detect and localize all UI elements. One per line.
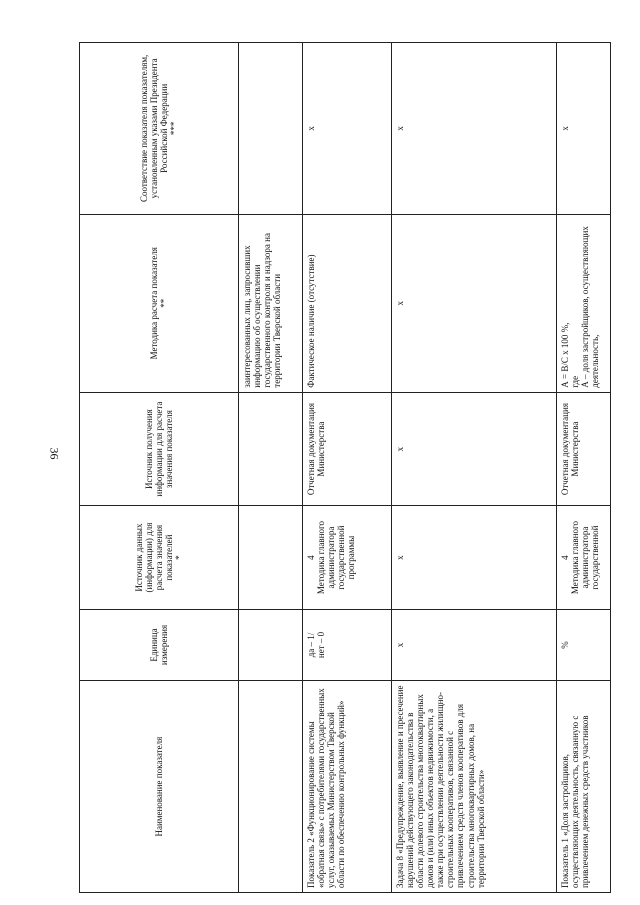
rotated-table-container — [79, 42, 601, 893]
cell-data-source — [557, 506, 611, 609]
cell-name: Задача 8 «Предупреждение, выявление и пресечение нарушений действующего законодательства в области долевого строительства многоквартирных домов и (или) иных объектов недвижимости, а также при осуществлении деятельности жилищно-строительных кооперативов, связанной с привлечением средств членов кооперативов для строительства многоквартирных домов, на территории Тверской области» — [392, 681, 557, 893]
cell-method: заинтересованных лиц, запросивших информацию об осуществлении государственного контроля и надзора на территории Тверской области — [239, 214, 303, 392]
indicators-table — [79, 42, 611, 893]
header-unit: Единица измерения — [80, 609, 239, 681]
table-row-indicator-1 — [557, 43, 611, 893]
cell-method: Фактическое наличие (отсутствие) — [303, 214, 392, 392]
formula-line: А = В/С х 100 %, — [560, 322, 570, 388]
header-method: Методика расчета показателя ** — [80, 214, 239, 392]
cell-info-source — [239, 392, 303, 506]
cell-name: Показатель 2 «Функционирование системы «обратная связь» с потребителями государственных услуг, оказываемых Министерством Тверской области по обеспечению контрольных функций» — [303, 681, 392, 893]
cell-data-source — [239, 506, 303, 609]
cell-info-source: Отчетная документация Министерства — [557, 392, 611, 506]
cell-data-source: х — [392, 506, 557, 609]
cell-info-source: Отчетная документация Министерства — [303, 392, 392, 506]
header-compliance: Соответствие показателя показателям, установленным указами Президента Российской Федерации *** — [80, 43, 239, 215]
cell-name: Показатель 1 «Доля застройщиков, осуществляющих деятельность, связанную с привлечением денежных средств участников — [557, 681, 611, 893]
table-row-task-8 — [392, 43, 557, 893]
cell-compliance: х — [392, 43, 557, 215]
source-number: 4 — [560, 555, 570, 560]
cell-compliance — [239, 43, 303, 215]
cell-compliance: х — [303, 43, 392, 215]
header-data-source: Источник данных (информации) для расчета значения показателей * — [80, 506, 239, 609]
cell-info-source: х — [392, 392, 557, 506]
formula-definition: А – доля застройщиков, осуществляющих деятельность, — [580, 226, 601, 388]
table-row-indicator-2 — [303, 43, 392, 893]
table-row-continuation — [239, 43, 303, 893]
cell-unit — [239, 609, 303, 681]
formula-where: где — [570, 375, 581, 388]
page-number: 36 — [47, 447, 62, 460]
cell-unit: х — [392, 609, 557, 681]
header-info-source: Источник получения информации для расчета значения показателя — [80, 392, 239, 506]
table-header-row — [80, 43, 239, 893]
header-indicator-name: Наименование показателя — [80, 681, 239, 893]
cell-method: х — [392, 214, 557, 392]
cell-compliance: х — [557, 43, 611, 215]
source-text: Методика главного администратора государственной — [570, 521, 601, 595]
source-text: Методика главного администратора государственной программы — [316, 521, 357, 595]
cell-unit: да – 1/ нет – 0 — [303, 609, 392, 681]
cell-unit: % — [557, 609, 611, 681]
cell-name — [239, 681, 303, 893]
cell-method — [557, 214, 611, 392]
source-number: 4 — [306, 555, 316, 560]
cell-data-source — [303, 506, 392, 609]
